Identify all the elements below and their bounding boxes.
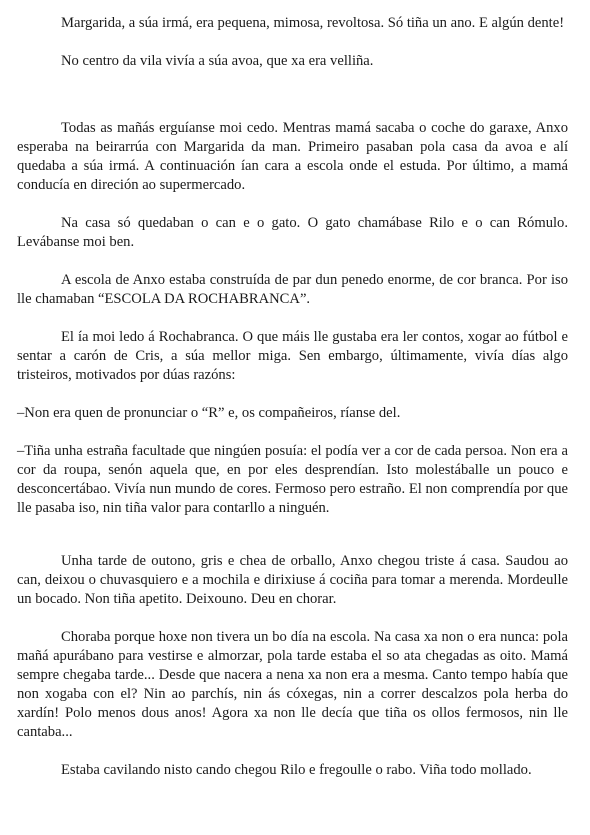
paragraph-gap	[17, 252, 568, 271]
section-gap	[17, 71, 568, 119]
section-gap	[17, 518, 568, 552]
paragraph-gap	[17, 385, 568, 404]
paragraph-gap	[17, 609, 568, 628]
paragraph-reason-r: –Non era quen de pronunciar o “R” e, os compañeiros, ríanse del.	[17, 405, 401, 421]
paragraph-avoa: No centro da vila vivía a súa avoa, que xa era velliña.	[61, 53, 374, 69]
paragraph-pets: Na casa só quedaban o can e o gato. O gato chamábase Rilo e o can Rómulo. Levábanse moi ben.	[17, 215, 568, 250]
paragraph-rochabranca: El ía moi ledo á Rochabranca. O que máis lle gustaba era ler contos, xogar ao fútbol e sentar a carón de Cris, a súa mellor miga. Sen embargo, últimamente, vivía días algo tristeiros, motivados por dúas razóns:	[17, 329, 568, 383]
paragraph-gap	[17, 195, 568, 214]
paragraph-school: A escola de Anxo estaba construída de par dun penedo enorme, de cor branca. Por iso lle chamaban “ESCOLA DA ROCHABRANCA”.	[17, 272, 568, 307]
paragraph-morning: Todas as mañás erguíanse moi cedo. Mentras mamá sacaba o coche do garaxe, Anxo esperaba na beirarrúa con Margarida da man. Primeiro pasaban pola casa da avoa e alí quedaba a súa irmá. A continuación ían cara a escola onde el estuda. Por último, a mamá conducía en direción ao supermercado.	[17, 120, 568, 193]
paragraph-reason-colors: –Tiña unha estraña facultade que ningúen posuía: el podía ver a cor de cada persoa. Non era a cor da roupa, senón aquela que, en por eles desprendían. Isto molestáballe un pouco e desconcertábao. Vivía nun mundo de cores. Fermoso pero estraño. El non comprendía por que lle pasaba iso, nin tiña valor para contarllo a ninguén.	[17, 443, 568, 516]
paragraph-margarida: Margarida, a súa irmá, era pequena, mimosa, revoltosa. Só tiña un ano. E algún dente!	[61, 15, 565, 31]
paragraph-gap	[17, 33, 568, 52]
paragraph-gap	[17, 423, 568, 442]
paragraph-autumn: Unha tarde de outono, gris e chea de orballo, Anxo chegou triste á casa. Saudou ao can, deixou o chuvasquiero e a mochila e dirixiuse á cociña para tomar a merenda. Mordeulle un bocado. Non tiña apetito. Deixouno. Deu en chorar.	[17, 553, 568, 607]
paragraph-crying: Choraba porque hoxe non tivera un bo día na escola. Na casa xa non o era nunca: pola mañá apurábano para vestirse e almorzar, pola tarde estaba el so ata chegadas as oito. Mamá sempre chegaba tarde... Desde que nacera a nena xa non era a mesma. Canto tempo había que non xogaba con el? Nin ao parchís, nin ás cóxegas, nin a correr descalzos pola herba do xardín! Polo menos dous anos! Agora xa non lle decía que tiña os ollos fermosos, nin lle cantaba...	[17, 629, 568, 740]
paragraph-gap	[17, 309, 568, 328]
paragraph-gap	[17, 742, 568, 761]
paragraph-rilo: Estaba cavilando nisto cando chegou Rilo e fregoulle o rabo. Viña todo mollado.	[61, 762, 532, 778]
